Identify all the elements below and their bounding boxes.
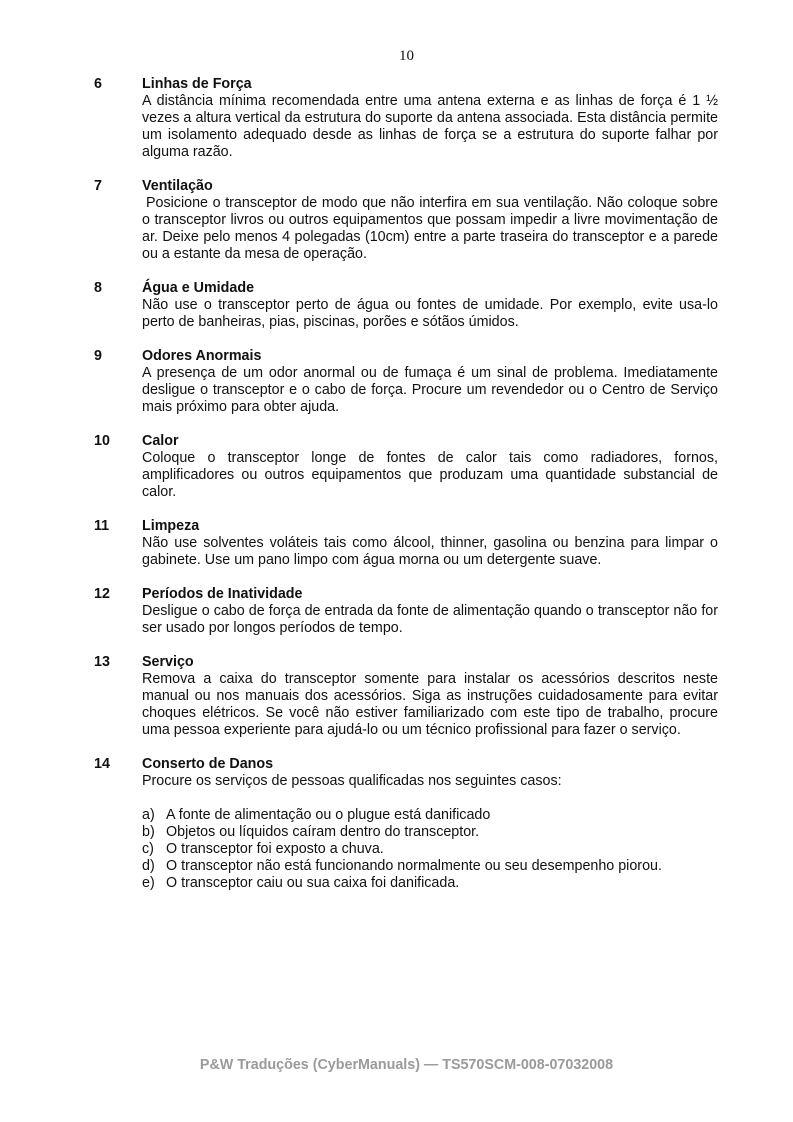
- section-text: Desligue o cabo de força de entrada da fonte de alimentação quando o transceptor não for ser usado por longos períodos de tempo.: [142, 603, 718, 636]
- section-text: A presença de um odor anormal ou de fumaça é um sinal de problema. Imediatamente desligue o transceptor e o cabo de força. Procure um revendedor ou o Centro de Serviço mais próximo para obter ajuda.: [142, 365, 718, 415]
- list-item-text: A fonte de alimentação ou o plugue está danificado: [166, 807, 491, 823]
- section-title: Calor: [142, 433, 179, 449]
- section-number: 8: [94, 280, 102, 296]
- section-title: Conserto de Danos: [142, 756, 274, 772]
- section-title: Limpeza: [142, 518, 200, 534]
- section-title: Serviço: [142, 654, 194, 670]
- section-number: 14: [94, 756, 110, 772]
- list-item-text: O transceptor caiu ou sua caixa foi danificada.: [166, 875, 460, 891]
- section-text: Coloque o transceptor longe de fontes de calor tais como radiadores, fornos, amplificadores ou outros equipamentos que produzam uma quantidade substancial de calor.: [142, 450, 718, 500]
- section-heat: [94, 433, 718, 501]
- section-title: Ventilação: [142, 178, 213, 194]
- damage-case-list: [142, 807, 718, 892]
- section-number: 9: [94, 348, 102, 364]
- section-title: Períodos de Inatividade: [142, 586, 303, 602]
- section-power-lines: [94, 76, 718, 161]
- section-title: Odores Anormais: [142, 348, 262, 364]
- section-ventilation: [94, 178, 718, 263]
- list-item-text: O transceptor não está funcionando normalmente ou seu desempenho piorou.: [166, 858, 662, 874]
- page-footer: P&W Traduções (CyberManuals) — TS570SCM-008-07032008: [199, 1057, 614, 1073]
- list-item-letter: a): [142, 807, 155, 823]
- section-list: [94, 76, 718, 892]
- section-number: 12: [94, 586, 110, 602]
- section-inactivity: [94, 586, 718, 637]
- list-item: [142, 858, 718, 875]
- list-item: [142, 807, 718, 824]
- page-number: 10: [399, 48, 414, 64]
- list-item-text: Objetos ou líquidos caíram dentro do transceptor.: [166, 824, 480, 840]
- section-water-humidity: [94, 280, 718, 331]
- section-text: Posicione o transceptor de modo que não interfira em sua ventilação. Não coloque sobre o transceptor livros ou outros equipamentos que possam impedir a livre movimentação de ar. Deixe pelo menos 4 polegadas (10cm) entre a parte traseira do transceptor e a parede ou a estante da mesa de operação.: [142, 195, 718, 262]
- section-text: Procure os serviços de pessoas qualificadas nos seguintes casos:: [142, 773, 562, 789]
- section-cleaning: [94, 518, 718, 569]
- list-item-letter: e): [142, 875, 155, 891]
- section-number: 11: [94, 518, 110, 534]
- section-title: Linhas de Força: [142, 76, 252, 92]
- section-text: Não use solventes voláteis tais como álcool, thinner, gasolina ou benzina para limpar o gabinete. Use um pano limpo com água morna ou um detergente suave.: [142, 535, 718, 568]
- section-number: 7: [94, 178, 102, 194]
- section-text: A distância mínima recomendada entre uma antena externa e as linhas de força é 1 ½ vezes a altura vertical da estrutura do suporte da antena associada. Esta distância permite um isolamento adequado desde as linhas de força se a estrutura do suporte falhar por alguma razão.: [142, 93, 718, 160]
- section-abnormal-odors: [94, 348, 718, 416]
- list-item: [142, 841, 718, 858]
- list-item: [142, 875, 718, 892]
- section-text: Remova a caixa do transceptor somente para instalar os acessórios descritos neste manual ou nos manuais dos acessórios. Siga as instruções cuidadosamente para evitar choques elétricos. Se você não estiver familiarizado com este tipo de trabalho, procure uma pessoa experiente para ajudá-lo ou um técnico profissional para fazer o serviço.: [142, 671, 718, 738]
- section-service: [94, 654, 718, 739]
- section-text: Não use o transceptor perto de água ou fontes de umidade. Por exemplo, evite usa-lo perto de banheiras, pias, piscinas, porões e sótãos úmidos.: [142, 297, 718, 330]
- section-number: 13: [94, 654, 110, 670]
- list-item-text: O transceptor foi exposto a chuva.: [166, 841, 384, 857]
- section-damage-repair: [94, 756, 718, 892]
- list-item-letter: c): [142, 841, 154, 857]
- list-item-letter: b): [142, 824, 155, 840]
- list-item: [142, 824, 718, 841]
- list-item-letter: d): [142, 858, 155, 874]
- section-number: 10: [94, 433, 110, 449]
- section-title: Água e Umidade: [142, 280, 255, 296]
- section-number: 6: [94, 76, 102, 92]
